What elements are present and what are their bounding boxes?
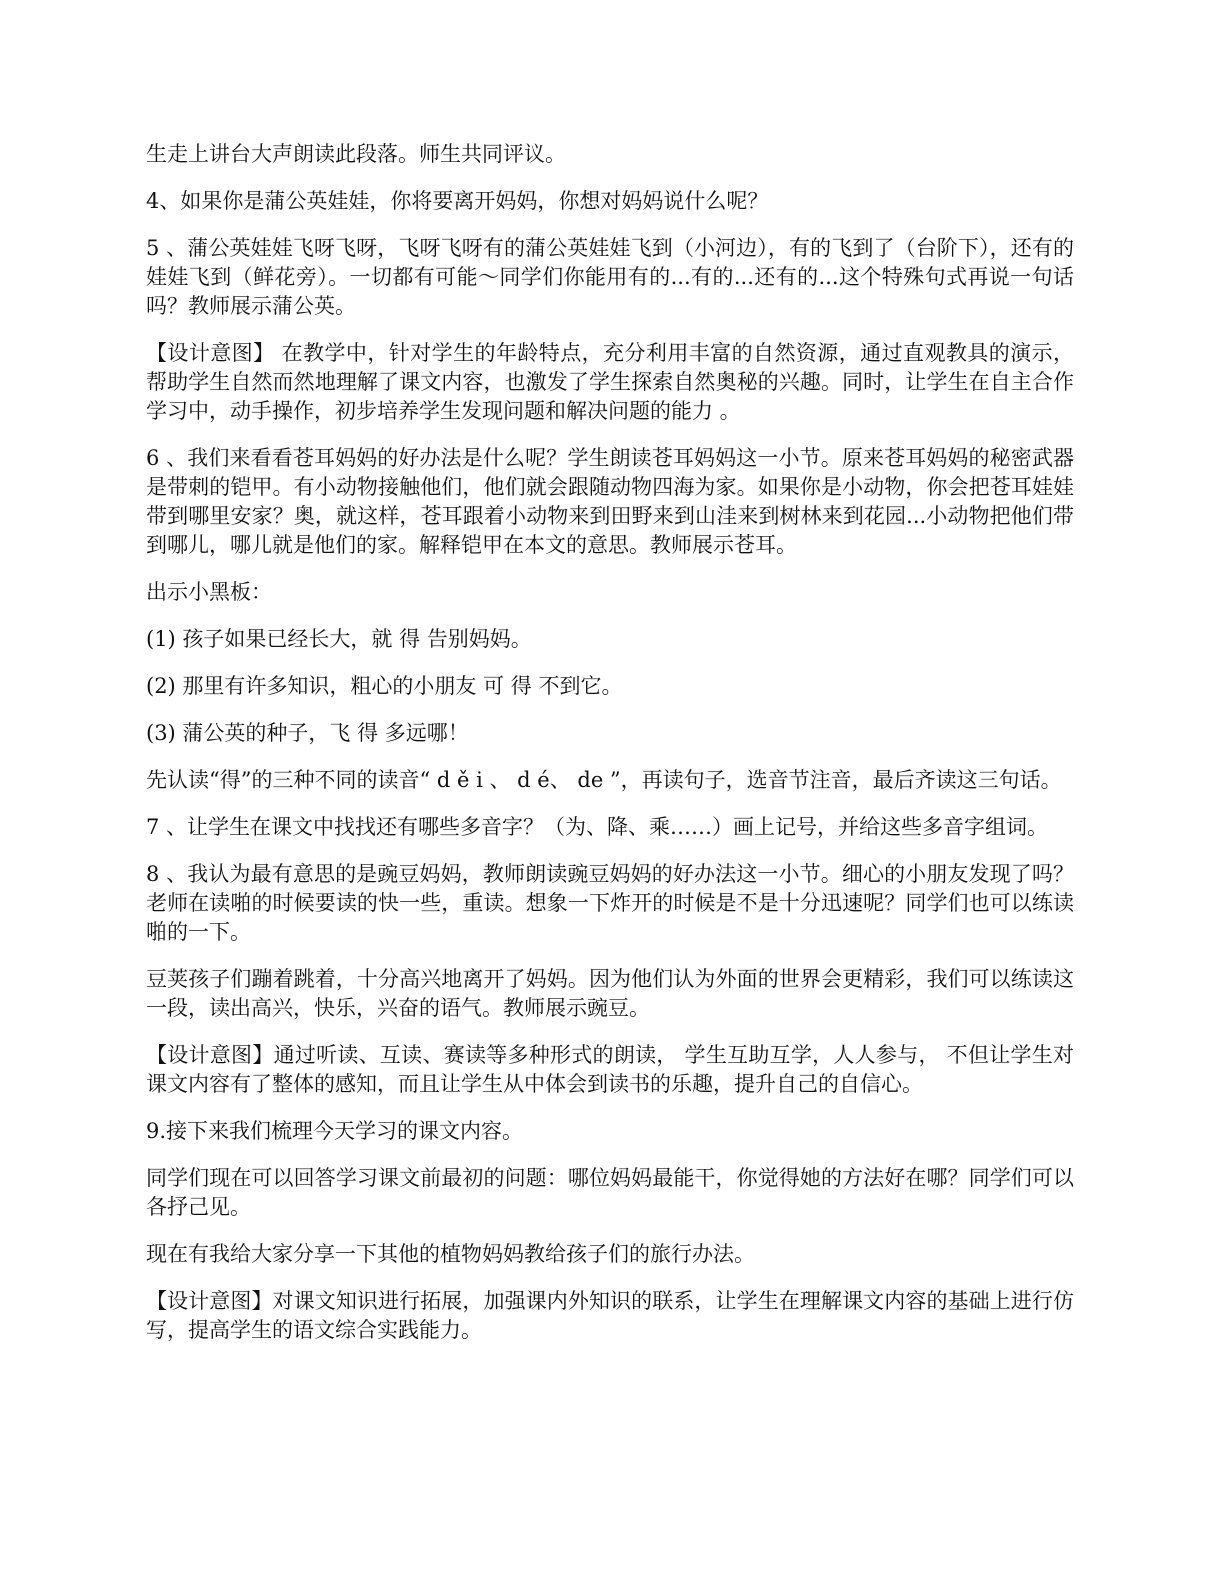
paragraph-sentence-1: (1) 孩子如果已经长大，就 得 告别妈妈。 — [146, 627, 532, 651]
paragraph-step-6: 6 、我们来看看苍耳妈妈的好办法是什么呢？学生朗读苍耳妈妈这一小节。原来苍耳妈妈的秘密武器是带刺的铠甲。有小动物接触他们，他们就会跟随动物四海为家。如果你是小动物，你会把苍耳娃娃带到哪里安家？奥，就这样，苍耳跟着小动物来到田野来到山洼来到树林来到花园...小动物把他们带到哪儿，哪儿就是他们的家。解释铠甲在本文的意思。教师展示苍耳。 — [146, 446, 1074, 557]
paragraph-design-intent-3: 【设计意图】对课文知识进行拓展，加强课内外知识的联系，让学生在理解课文内容的基础上进行仿写，提高学生的语文综合实践能力。 — [146, 1289, 1074, 1342]
paragraph-question: 同学们现在可以回答学习课文前最初的问题：哪位妈妈最能干，你觉得她的方法好在哪？同学们可以各抒己见。 — [146, 1166, 1074, 1219]
paragraph-sentence-2: (2) 那里有许多知识，粗心的小朋友 可 得 不到它。 — [146, 674, 623, 698]
paragraph-sentence-3: (3) 蒲公英的种子，飞 得 多远哪！ — [146, 721, 469, 745]
paragraph-step-4: 4、如果你是蒲公英娃娃，你将要离开妈妈，你想对妈妈说什么呢？ — [146, 189, 769, 213]
paragraph-step-5: 5 、蒲公英娃娃飞呀飞呀，飞呀飞呀有的蒲公英娃娃飞到（小河边），有的飞到了（台阶下），还有的娃娃飞到（鲜花旁）。一切都有可能～同学们你能用有的...有的...还有的...这个特殊句式再说一句话吗？教师展示蒲公英。 — [146, 236, 1074, 318]
paragraph-design-intent-2: 【设计意图】通过听读、互读、赛读等多种形式的朗读， 学生互助互学，人人参与， 不但让学生对课文内容有了整体的感知，而且让学生从中体会到读书的乐趣，提升自己的自信心。 — [146, 1043, 1074, 1096]
document-body — [146, 140, 1074, 1363]
paragraph-step-9: 9.接下来我们梳理今天学习的课文内容。 — [146, 1119, 524, 1143]
paragraph-design-intent-1: 【设计意图】 在教学中，针对学生的年龄特点，充分利用丰富的自然资源，通过直观教具的演示，帮助学生自然而然地理解了课文内容，也激发了学生探索自然奥秘的兴趣。同时，让学生在自主合作学习中，动手操作，初步培养学生发现问题和解决问题的能力 。 — [146, 341, 1074, 423]
paragraph-continuation: 生走上讲台大声朗读此段落。师生共同评议。 — [146, 142, 566, 166]
paragraph-pea-pods: 豆荚孩子们蹦着跳着，十分高兴地离开了妈妈。因为他们认为外面的世界会更精彩，我们可以练读这一段，读出高兴，快乐，兴奋的语气。教师展示豌豆。 — [146, 967, 1074, 1020]
paragraph-step-8: 8 、我认为最有意思的是豌豆妈妈，教师朗读豌豆妈妈的好办法这一小节。细心的小朋友发现了吗？老师在读啪的时候要读的快一些，重读。想象一下炸开的时候是不是十分迅速呢？同学们也可以练读啪的一下。 — [146, 862, 1074, 944]
paragraph-share: 现在有我给大家分享一下其他的植物妈妈教给孩子们的旅行办法。 — [146, 1242, 755, 1266]
paragraph-blackboard-heading: 出示小黑板： — [146, 580, 272, 604]
paragraph-step-7: 7 、让学生在课文中找找还有哪些多音字？（为、降、乘……）画上记号，并给这些多音字组词。 — [146, 815, 1049, 839]
paragraph-pronunciation: 先认读“得”的三种不同的读音“ d ě i 、 d é、 de ”，再读句子，选音节注音，最后齐读这三句话。 — [146, 768, 1062, 792]
